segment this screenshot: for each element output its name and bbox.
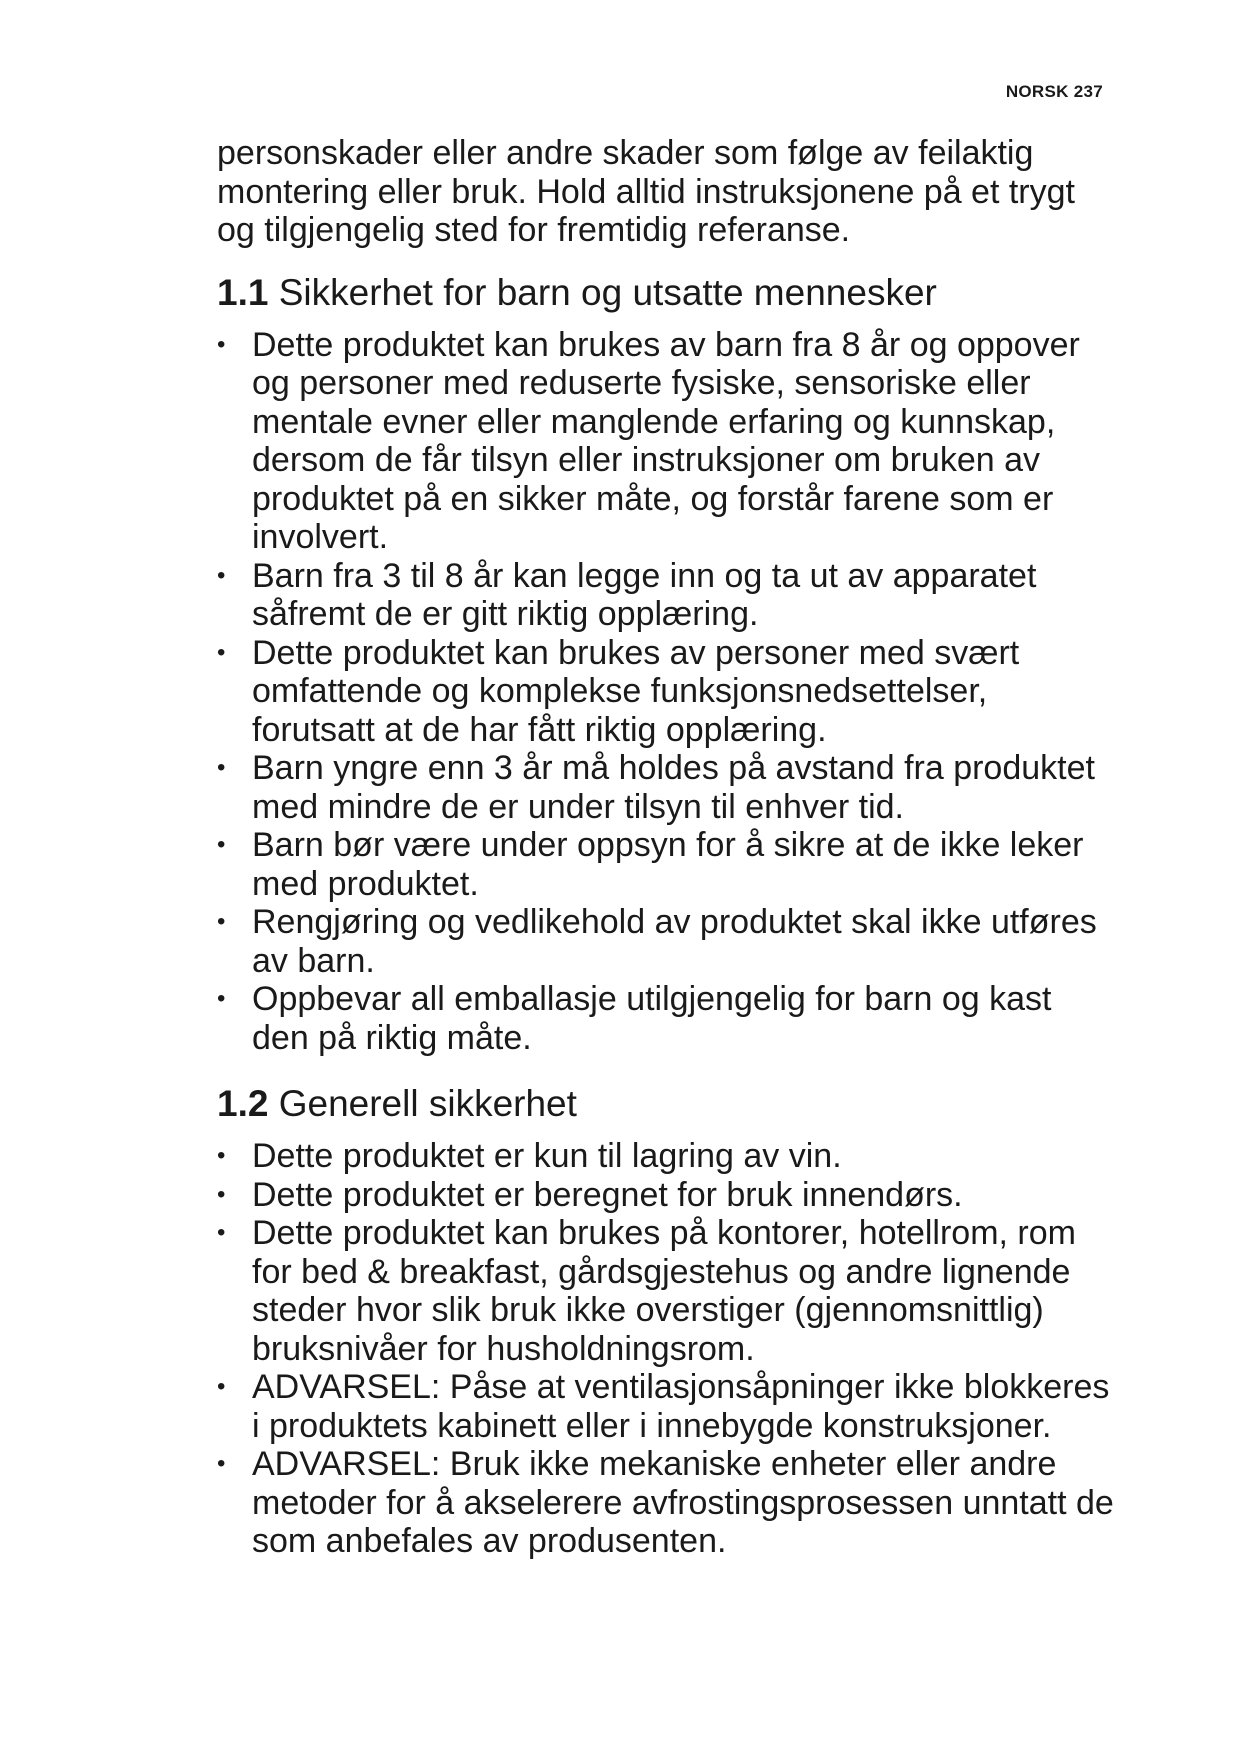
section-number: 1.1 <box>217 271 269 313</box>
list-item: • Barn yngre enn 3 år må holdes på avstand fra produktet med mindre de er under tilsyn til enhver tid. <box>217 749 1095 826</box>
section-title: Sikkerhet for barn og utsatte mennesker <box>278 271 937 313</box>
list-item: • Barn bør være under oppsyn for å sikre at de ikke leker med produktet. <box>217 826 1084 903</box>
bullet-icon: • <box>217 985 226 1012</box>
bullet-icon: • <box>217 1373 226 1400</box>
bullet-icon: • <box>217 754 226 781</box>
page-number-label: NORSK 237 <box>1005 82 1103 101</box>
section-title: Generell sikkerhet <box>278 1083 577 1124</box>
list-item: • Dette produktet kan brukes av barn fra 8 år og oppover og personer med reduserte fysiske, sensoriske eller mentale evner eller manglende erfaring og kunnskap, dersom de får tilsyn eller instruksjoner om bruken av produktet på en sikker måte, og forstår farene som er involvert. <box>217 325 1080 556</box>
list-item: • ADVARSEL: Bruk ikke mekaniske enheter eller andre metoder for å akselerere avfrostingsprosessen unntatt de som anbefales av produsenten. <box>217 1445 1114 1560</box>
list-item: • Barn fra 3 til 8 år kan legge inn og ta ut av apparatet såfremt de er gitt riktig opplæring. <box>217 556 1037 633</box>
bullet-icon: • <box>217 1219 226 1246</box>
bullet-icon: • <box>217 638 226 666</box>
list-item: • Oppbevar all emballasje utilgjengelig for barn og kast den på riktig måte. <box>217 980 1052 1057</box>
section-heading-1-1 <box>217 272 1117 314</box>
list-item: • Rengjøring og vedlikehold av produktet skal ikke utføres av barn. <box>217 903 1097 980</box>
bullet-icon: • <box>217 831 226 858</box>
section-heading-1-2 <box>217 1083 1117 1125</box>
bullet-icon: • <box>217 1142 226 1169</box>
intro-paragraph: personskader eller andre skader som følge av feilaktig montering eller bruk. Hold alltid instruksjonene på et trygt og tilgjengelig sted for fremtidig referanse. <box>217 134 1075 249</box>
section-number: 1.2 <box>217 1083 269 1124</box>
bullet-icon: • <box>217 908 226 935</box>
list-item: • Dette produktet er beregnet for bruk innendørs. <box>217 1175 963 1214</box>
bullet-icon: • <box>217 330 226 358</box>
bullet-icon: • <box>217 561 226 589</box>
list-item: • Dette produktet er kun til lagring av vin. <box>217 1137 842 1175</box>
bullet-list-general-safety <box>217 1137 1117 1561</box>
bullet-list-child-safety <box>217 326 1117 1058</box>
bullet-icon: • <box>217 1180 226 1208</box>
list-item: • Dette produktet kan brukes på kontorer, hotellrom, rom for bed & breakfast, gårdsgjestehus og andre lignende steder hvor slik bruk ikke overstiger (gjennomsnittlig) bruksnivåer for husholdningsrom. <box>217 1214 1076 1368</box>
bullet-icon: • <box>217 1450 226 1477</box>
document-body <box>217 134 1117 1587</box>
list-item: • Dette produktet kan brukes av personer med svært omfattende og komplekse funksjonsnedsettelser, forutsatt at de har fått riktig opplæring. <box>217 633 1020 749</box>
list-item: • ADVARSEL: Påse at ventilasjonsåpninger ikke blokkeres i produktets kabinett eller i innebygde konstruksjoner. <box>217 1368 1110 1445</box>
